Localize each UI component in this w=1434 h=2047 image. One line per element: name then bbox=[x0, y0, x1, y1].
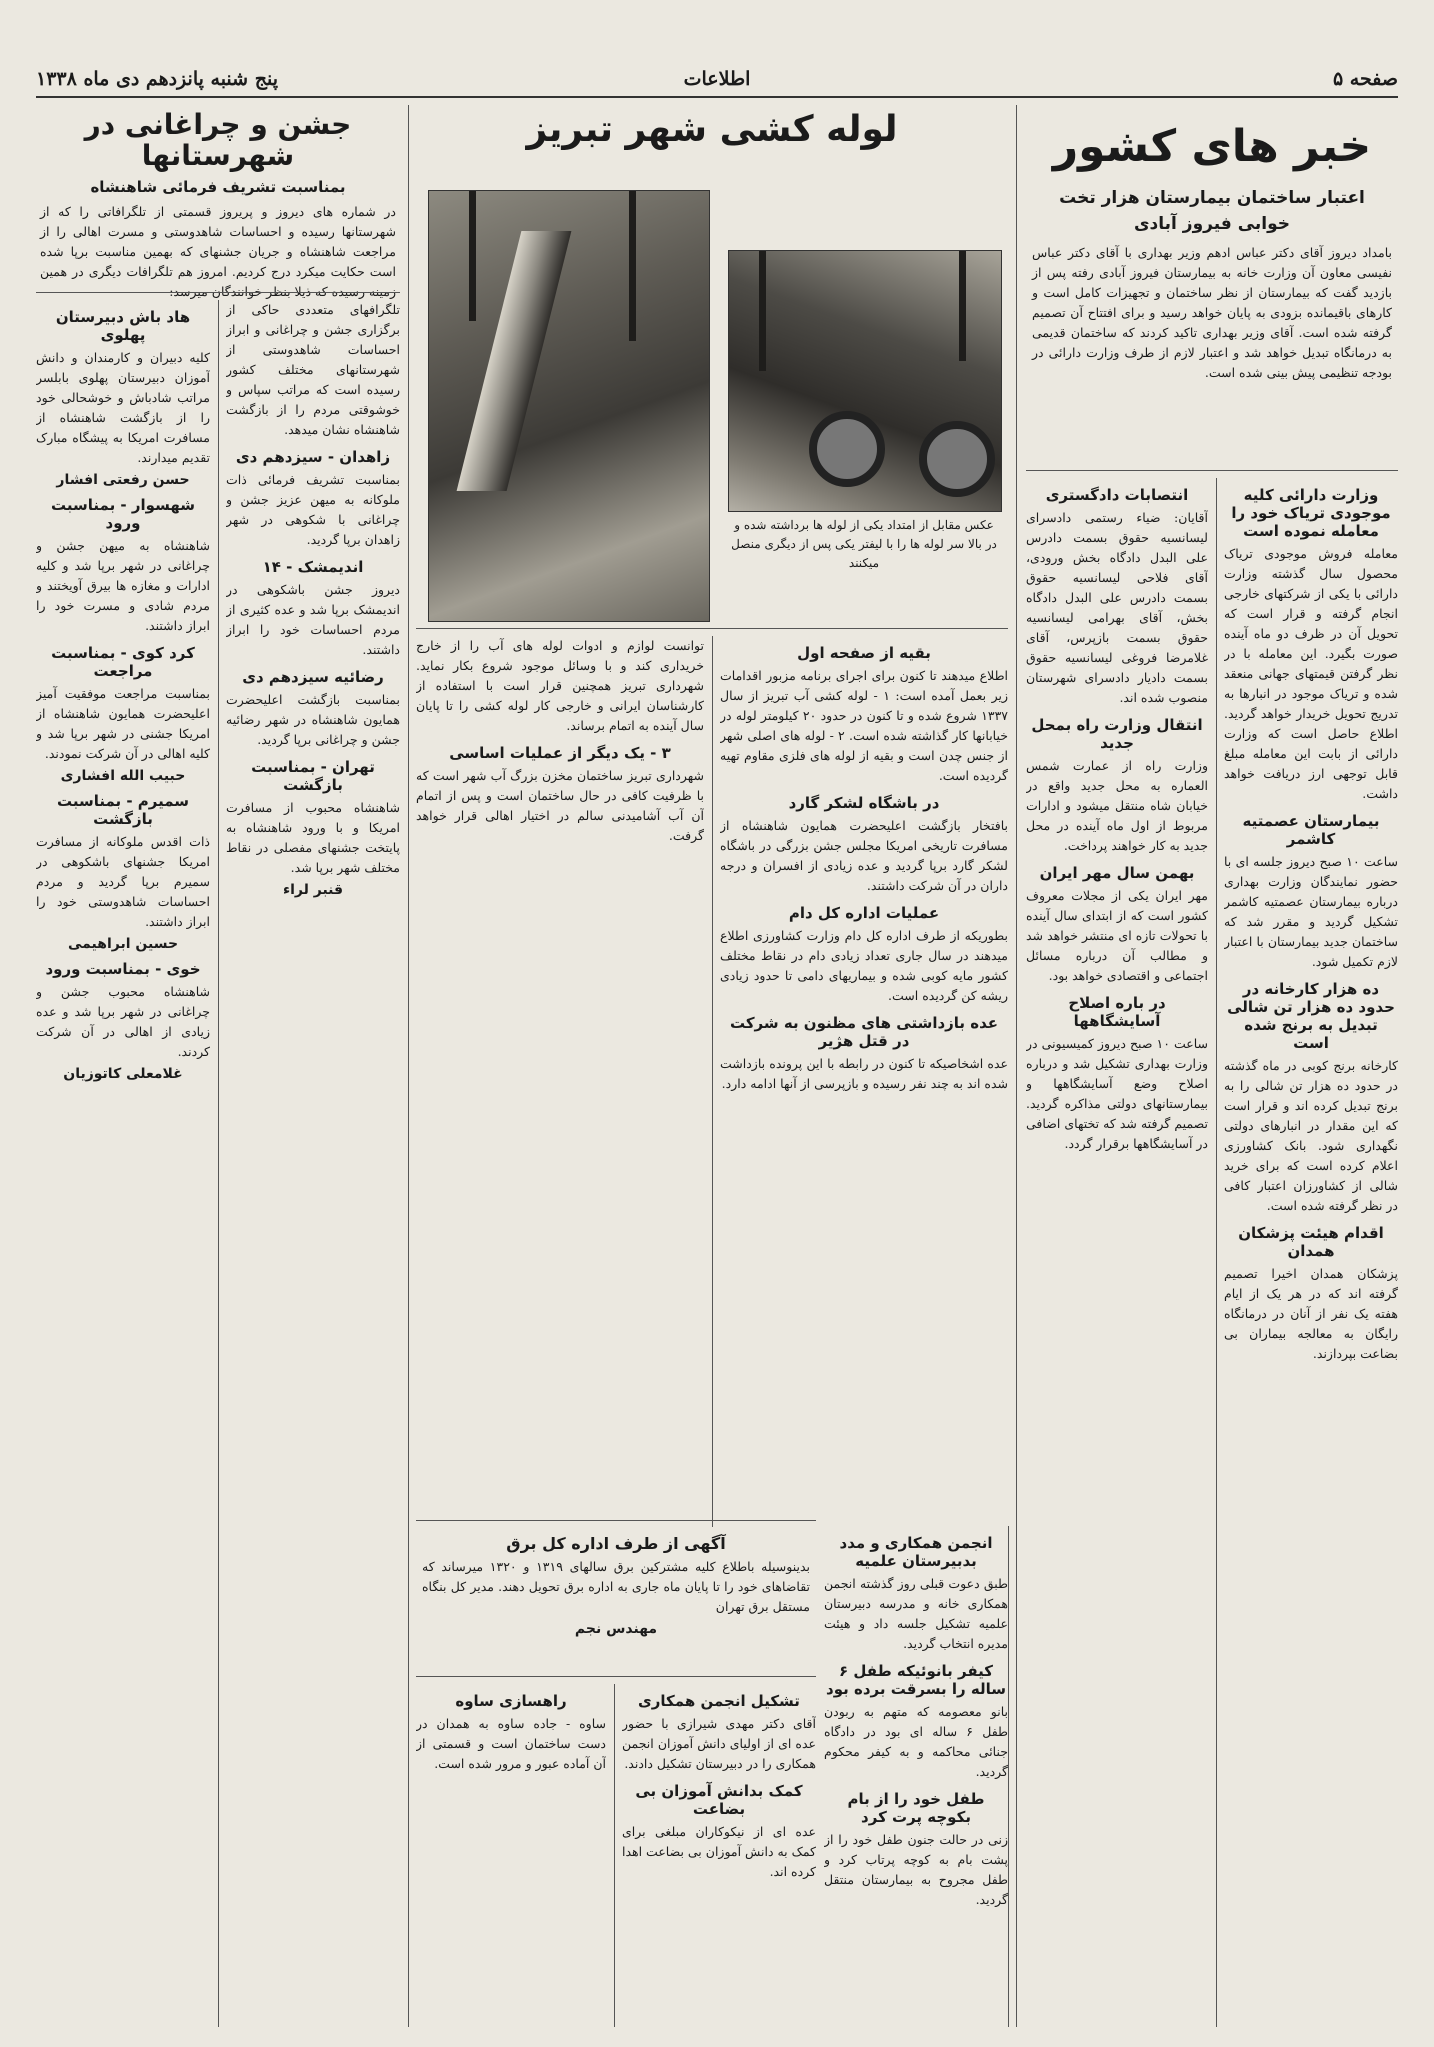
article-body: ذات اقدس ملوکانه از مسافرت امریکا جشنهای باشکوهی در سمیرم برپا گردید و مردم احساسات شاهدوستی خود را ابراز داشتند. bbox=[36, 834, 210, 929]
divider bbox=[416, 628, 1008, 629]
article-body: تلگرافهای متعددی حاکی از برگزاری جشن و چراغانی و ابراز احساسات شاهدوستی از شهرستانهای مختلف کشور رسیده است که مراتب سپاس و خوشوقتی مردم را از بازگشت شاهنشاه نشان میدهد. bbox=[226, 302, 400, 437]
article-body: مهر ایران یکی از مجلات معروف کشور است که از ابتدای سال آینده با تحولات تازه ای منتشر خواهد شد و مطالب آن درباره مسائل اجتماعی و اقتصادی خواهد بود. bbox=[1026, 888, 1208, 983]
headline: وزارت دارائی کلیه موجودی تریاک خود را معامله نموده است bbox=[1231, 486, 1391, 540]
masthead bbox=[36, 62, 1398, 98]
wheel-shape bbox=[809, 411, 885, 487]
headline: عده بازداشتی های مظنون به شرکت در قتل هژیر bbox=[729, 1014, 999, 1050]
article-body: آقای دکتر مهدی شیرازی با حضور عده ای از اولیای دانش آموزان انجمن همکاری را در دبیرستان تشکیل دادند. bbox=[622, 1716, 816, 1771]
headline: طفل خود را از بام بکوچه پرت کرد bbox=[847, 1790, 985, 1826]
section-title: خبر های کشور bbox=[1052, 121, 1372, 172]
signature: حسین ابراهیمی bbox=[67, 936, 179, 952]
article-body: شاهنشاه به میهن جشن و چراغانی در شهر برپا شد و کلیه ادارات و مغازه ها بیرق آویختند و مردم شادی و مسرت خود را ابراز داشتند. bbox=[36, 538, 210, 633]
headline: اندیمشک - ۱۴ bbox=[262, 558, 364, 576]
article-body: معامله فروش موجودی تریاک محصول سال گذشته وزارت دارائی با یکی از شرکتهای خارجی انجام گرفته و قرار است که تحویل آن در ظرف دو ماه آینده صورت بگیرد. این معامله با در نظر گرفتن قیمتهای جهانی منعقد شده و تریاک موجود در انبارها به تدریج تحویل خریدار خواهد گردید. اطلاع حاصل است که وزارت دارائی از بابت این معامله مبلغ قابل توجهی ارز دریافت خواهد داشت. bbox=[1224, 546, 1398, 801]
wheel-shape bbox=[919, 421, 995, 497]
headline: زاهدان - سیزدهم دی bbox=[235, 448, 391, 466]
middle-left-subcolumn bbox=[416, 636, 704, 1520]
page-number: صفحه ۵ bbox=[1332, 68, 1398, 90]
headline: کمک بدانش آموزان بی بضاعت bbox=[635, 1782, 803, 1818]
left-subcolumn-a bbox=[226, 300, 400, 2027]
headline: هاد باش دبیرستان پهلوی bbox=[55, 308, 191, 344]
divider bbox=[36, 292, 400, 293]
signature: غلامعلی کاتوزیان bbox=[63, 1066, 183, 1082]
article-body: عده اشخاصیکه تا کنون در رابطه با این پرونده بازداشت شده اند به چند نفر رسیده و بازپرسی از آنها ادامه دارد. bbox=[720, 1056, 1008, 1091]
headline: انتقال وزارت راه بمحل جدید bbox=[1031, 716, 1203, 752]
headline: کیفر بانوئیکه طفل ۶ ساله را بسرقت برده بود bbox=[826, 1662, 1006, 1698]
notice-body: بدینوسیله باطلاع کلیه مشترکین برق سالهای ۱۳۱۹ و ۱۳۲۰ میرساند که تقاضاهای خود را تا پایان ماه جاری به اداره برق تحویل دهند. مدیر کل بنگاه مستقل برق تهران bbox=[422, 1559, 810, 1614]
notice-box bbox=[416, 1526, 816, 1677]
headline: خوی - بمناسبت ورود bbox=[45, 960, 201, 978]
tree-shape bbox=[959, 251, 966, 361]
headline: ده هزار کارخانه در حدود ده هزار تن شالی تبدیل به برنج شده است bbox=[1227, 980, 1395, 1052]
column-rule bbox=[1216, 478, 1217, 2027]
photo-pipe-lifter bbox=[728, 250, 1002, 512]
article-body: ساوه - جاده ساوه به همدان در دست ساختمان است و قسمتی از آن آماده عبور و مرور شده است. bbox=[416, 1716, 606, 1771]
headline: ۳ - یک دیگر از عملیات اساسی bbox=[449, 744, 671, 762]
article-body: توانست لوازم و ادوات لوله های آب را از خارج خریداری کند و با وسائل موجود شروع بکار نماید. شهرداری تبریز همچنین قرار است با استفاده از کارشناسان ایرانی و خارجی کار لوله کشی را تا پایان سال آینده به اتمام برساند. bbox=[416, 638, 704, 733]
headline: بهمن سال مهر ایران bbox=[1039, 864, 1195, 882]
article-body: شهرداری تبریز ساختمان مخزن بزرگ آب شهر است که با ظرفیت کافی در حال ساختمان است و پس از اتمام آن آب آشامیدنی سالم در اختیار اهالی قرار خواهد گرفت. bbox=[416, 768, 704, 843]
headline: سمیرم - بمناسبت بازگشت bbox=[56, 792, 190, 828]
notice-signature: مهندس نجم bbox=[574, 1621, 658, 1637]
middle-bottom-right bbox=[824, 1526, 1009, 2027]
article-body: عده ای از نیکوکاران مبلغی برای کمک به دانش آموزان بی بضاعت اهدا کرده اند. bbox=[622, 1824, 816, 1879]
article-body: بمناسبت تشریف فرمائی ذات ملوکانه به میهن عزیز جشن و چراغانی با شکوهی در شهر زاهدان برپا گردید. bbox=[226, 472, 400, 547]
tree-shape bbox=[759, 251, 766, 371]
column-rule bbox=[218, 300, 219, 2027]
middle-bottom-center bbox=[622, 1684, 816, 2027]
middle-bottom-left bbox=[416, 1684, 606, 2027]
signature: قنبر لراء bbox=[282, 882, 344, 898]
headline: کرد کوی - بمناسبت مراجعت bbox=[51, 644, 195, 680]
divider bbox=[1026, 470, 1398, 471]
article-body: پزشکان همدان اخیرا تصمیم گرفته اند که در هر یک از ایام هفته یک نفر از آنان در درمانگاه رایگان به معالجه بیماران بی بضاعت بپردازند. bbox=[1224, 1266, 1398, 1361]
headline: انتصابات دادگستری bbox=[1045, 486, 1189, 504]
headline: تشکیل انجمن همکاری bbox=[638, 1692, 800, 1710]
right-subcolumn-b bbox=[1026, 478, 1208, 2027]
tree-shape bbox=[469, 191, 476, 321]
headline: در باشگاه لشکر گارد bbox=[788, 794, 940, 812]
article-body: دیروز جشن باشکوهی در اندیمشک برپا شد و عده کثیری از مردم احساسات خود را ابراز داشتند. bbox=[226, 582, 400, 657]
tree-shape bbox=[629, 191, 636, 341]
article-body: بافتخار بازگشت اعلیحضرت همایون شاهنشاه از مسافرت تاریخی امریکا مجلس جشن بزرگی در باشگاه لشکر گارد برپا گردید و عده زیادی از افسران و درجه داران در آن شرکت داشتند. bbox=[720, 818, 1008, 893]
article-body: بمناسبت بازگشت اعلیحضرت همایون شاهنشاه در شهر رضائیه جشن و چراغانی برپا گردید. bbox=[226, 692, 400, 747]
article-body: بانو معصومه که متهم به ربودن طفل ۶ ساله ای بود در دادگاه جنائی محاکمه و به کیفر محکوم گردید. bbox=[824, 1704, 1008, 1779]
left-header bbox=[36, 110, 400, 302]
headline: اعتبار ساختمان بیمارستان هزار تخت خوابی فیروز آبادی bbox=[1059, 188, 1365, 235]
article-body: بامداد دیروز آقای دکتر عباس ادهم وزیر بهداری با آقای دکتر عباس نفیسی معاون آن وزارت خانه به بیمارستان فیروز آبادی رفته پس از بازدید گفت که بیمارستان از نظر ساختمان و تجهیزات کامل است و کارهای باقیمانده بزودی به پایان خواهد رسید و برای افتتاح آن تصمیم گرفته شده است. آقای وزیر بهداری تاکید کردند که ساختمان قدیمی به درمانگاه تبدیل خواهد شد و اعتبار لازم از طرف وزارت دارائی در بودجه تنظیمی پیش بینی شده است. bbox=[1032, 245, 1392, 381]
headline: بمناسبت تشریف فرمائی شاهنشاه bbox=[90, 177, 346, 196]
headline: شهسوار - بمناسبت ورود bbox=[51, 496, 195, 532]
article-body: وزارت راه از عمارت شمس العماره به محل جدید واقع در خیابان شاه منتقل میشود و ادارات مربوط از اول ماه آینده در محل جدید به کار خواهند پرداخت. bbox=[1026, 758, 1208, 853]
headline: بقیه از صفحه اول bbox=[797, 644, 931, 662]
article-body: بمناسبت مراجعت موفقیت آمیز اعلیحضرت همایون شاهنشاه از امریکا جشنی در شهر برپا شد و کلیه اهالی در آن شرکت نمودند. bbox=[36, 686, 210, 761]
headline: راهسازی ساوه bbox=[455, 1692, 567, 1710]
article-body: طبق دعوت قبلی روز گذشته انجمن همکاری خانه و مدرسه دبیرستان علمیه تشکیل جلسه داد و هیئت مدیره انتخاب گردید. bbox=[824, 1576, 1008, 1651]
middle-right-subcolumn bbox=[720, 636, 1008, 1520]
article-body: کارخانه برنج کوبی در ماه گذشته در حدود ده هزار تن شالی را به برنج تبدیل کرده اند و قرار است که این مقدار در انبارهای دولتی نگهداری شود. بانک کشاورزی اعلام کرده است که برای خرید شالی از کشاورزان اعتبار کافی در نظر گرفته شده است. bbox=[1224, 1058, 1398, 1213]
headline: انجمن همکاری و مدد بدبیرستان علمیه bbox=[839, 1534, 993, 1570]
section-title: جشن و چراغانی در شهرستانها bbox=[84, 108, 352, 172]
photo-pipeline-trench bbox=[428, 190, 710, 622]
article-body: اطلاع میدهند تا کنون برای اجرای برنامه مزبور اقدامات زیر بعمل آمده است: ۱ - لوله کشی آب تبریز از سال ۱۳۳۷ شروع شده و تا کنون در حدود ۲۰ کیلومتر لوله در خیابانها کار گذاشته شده است. ۲ - لوله های اصلی شهر از جنس چدن است و بقیه از لوله های فلزی مقاوم تهیه گردیده است. bbox=[720, 668, 1008, 783]
left-subcolumn-b bbox=[36, 300, 210, 2027]
column-rule bbox=[1016, 105, 1017, 2027]
column-rule bbox=[408, 105, 409, 2027]
article-body: کلیه دبیران و کارمندان و دانش آموزان دبیرستان پهلوی بابلسر مراتب شادباش و خوشحالی خود را از بازگشت شاهنشاه از مسافرت امریکا به پیشگاه مبارک تقدیم میدارند. bbox=[36, 350, 210, 465]
signature: حبیب الله افشاری bbox=[60, 768, 186, 784]
column-rule bbox=[614, 1684, 615, 2027]
notice-title: آگهی از طرف اداره کل برق bbox=[506, 1534, 726, 1553]
headline: رضائیه سیزدهم دی bbox=[242, 668, 384, 686]
column-rule bbox=[712, 636, 713, 1527]
article-body: بطوریکه از طرف اداره کل دام وزارت کشاورزی اطلاع میدهند در سال جاری تعداد زیادی دام در نقاط مختلف کشور مایه کوبی شده و بیماریهای دامی تا حدود زیادی ریشه کن گردیده است. bbox=[720, 928, 1008, 1003]
article-body: آقایان: ضیاء رستمی دادسرای لیسانسیه حقوق بسمت دادرس علی البدل دادگاه بخش ورودی، آقای فلاحی لیسانسیه حقوق بسمت دادرس علی البدل دادگاه بخش، آقای بهرامی لیسانسیه حقوق بسمت بازپرس، آقای غلامرضا فروغی لیسانسیه حقوق بسمت دادیار دادسرای شهرستان منصوب شده اند. bbox=[1026, 510, 1208, 705]
issue-date: پنج شنبه پانزدهم دی ماه ۱۳۳۸ bbox=[36, 68, 278, 90]
headline: عملیات اداره کل دام bbox=[788, 904, 940, 922]
divider bbox=[416, 1520, 816, 1521]
signature: حسن رفعتی افشار bbox=[56, 472, 190, 488]
paper-name: اطلاعات bbox=[683, 68, 751, 90]
article-body: زنی در حالت جنون طفل خود را از پشت بام به کوچه پرتاب کرد و طفل مجروح به بیمارستان منتقل گردید. bbox=[824, 1832, 1008, 1907]
article-body: در شماره های دیروز و پریروز قسمتی از تلگرافاتی را که از شهرستانها رسیده و احساسات شاهدوستی و مسرت اهالی را از مراجعت شاهنشاه و جریان جشنهای که بهمین مناسبت برپا شده است حکایت میکرد درج کردیم. امروز هم تلگرافات دیگری در همین bbox=[40, 203, 396, 279]
headline: بیمارستان عصمتیه کاشمر bbox=[1242, 812, 1380, 848]
headline: در باره اصلاح آسایشگاهها bbox=[1068, 994, 1166, 1030]
headline: تهران - بمناسبت بازگشت bbox=[251, 758, 375, 794]
article-body: شاهنشاه محبوب از مسافرت امریکا و با ورود شاهنشاه به پایتخت جشنهای مفصلی در نقاط مختلف شهر برپا شد. bbox=[226, 800, 400, 875]
article-body: ساعت ۱۰ صبح دیروز کمیسیونی در وزارت بهداری تشکیل شد و درباره اصلاح وضع آسایشگاهها و بیمارستانهای دولتی مذاکره گردید. تصمیم گرفته شد که تختهای اضافی در آسایشگاهها برقرار گردد. bbox=[1026, 1036, 1208, 1151]
headline: اقدام هیئت پزشکان همدان bbox=[1238, 1224, 1384, 1260]
article-body: ساعت ۱۰ صبح دیروز جلسه ای با حضور نمایندگان وزارت بهداری درباره بیمارستان عصمتیه کاشمر تشکیل گردید و مقرر شد که ساختمان جدید بیمارستان با اعتبار لازم تکمیل شود. bbox=[1224, 854, 1398, 969]
middle-header bbox=[416, 110, 1008, 150]
article-body: شاهنشاه محبوب جشن و چراغانی در شهر برپا شد و عده زیادی از اهالی در آن شرکت کردند. bbox=[36, 984, 210, 1059]
photo-caption: عکس مقابل از امتداد یکی از لوله ها برداشته شده و در بالا سر لوله ها را با لیفتر یکی پس از دیگری منصل میکنند bbox=[731, 518, 997, 570]
section-title: لوله کشی شهر تبریز bbox=[526, 109, 898, 150]
right-subcolumn-a bbox=[1224, 478, 1398, 2027]
